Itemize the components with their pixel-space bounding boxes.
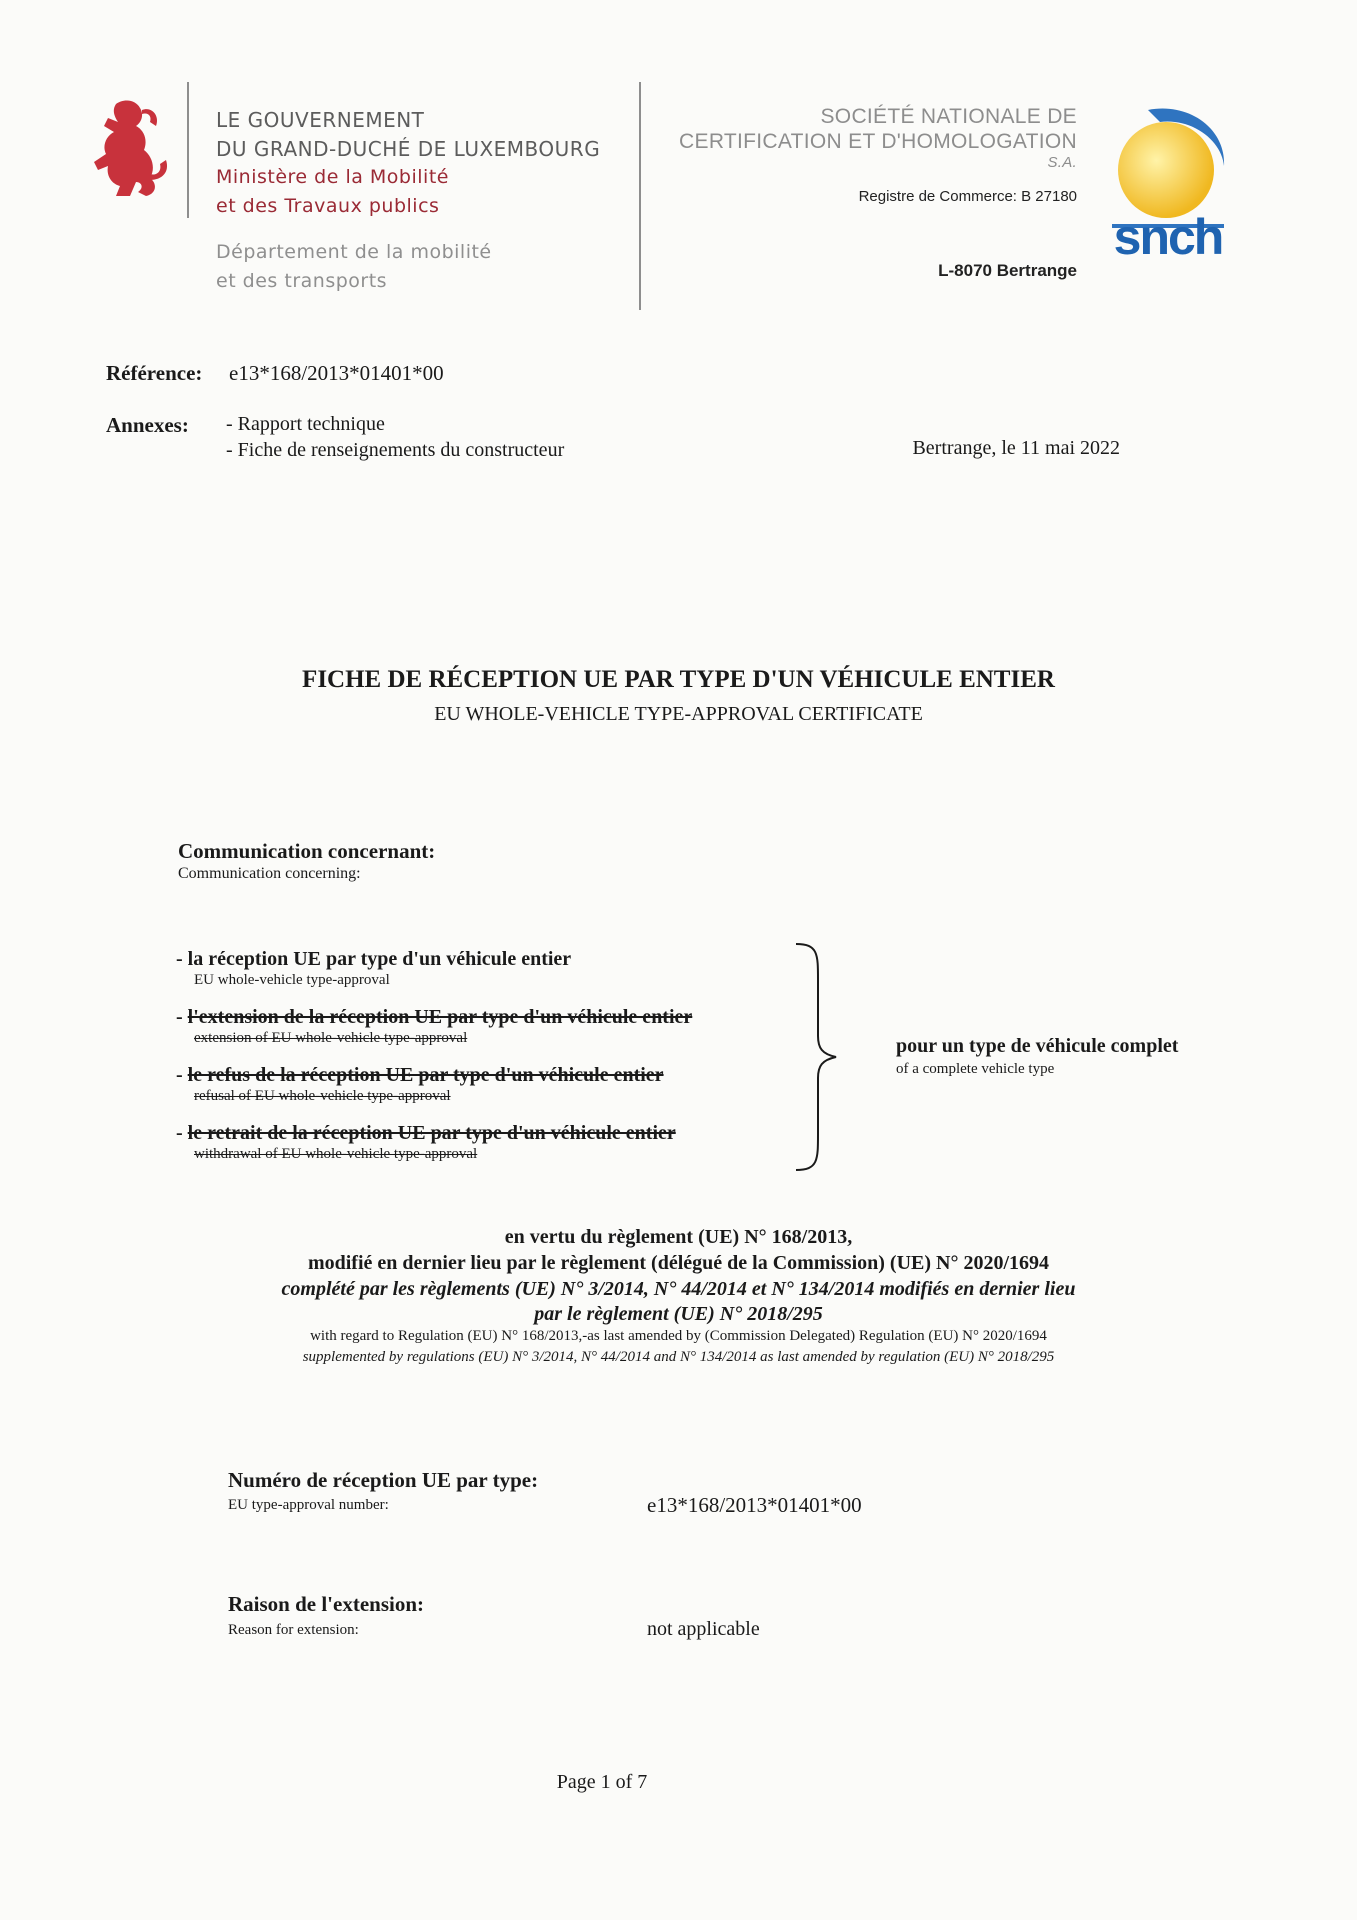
item-en: refusal of EU whole-vehicle type-approval bbox=[194, 1088, 451, 1104]
regulation-line-1: en vertu du règlement (UE) N° 168/2013, bbox=[504, 1226, 853, 1248]
gov-line-1: LE GOUVERNEMENT bbox=[216, 108, 425, 132]
communication-item bbox=[176, 1122, 676, 1163]
item-fr: le refus de la réception UE par type d'un véhicule entier bbox=[187, 1064, 664, 1086]
vehicle-type-target-fr: pour un type de véhicule complet bbox=[896, 1035, 1179, 1057]
reference-label: Référence: bbox=[106, 361, 203, 385]
item-en: EU whole-vehicle type-approval bbox=[194, 972, 390, 988]
item-en: extension of EU whole-vehicle type-approval bbox=[194, 1030, 468, 1046]
title-en: EU WHOLE-VEHICLE TYPE-APPROVAL CERTIFICATE bbox=[434, 703, 923, 725]
annex-1: - Rapport technique bbox=[226, 413, 385, 435]
snch-address: L-8070 Bertrange bbox=[938, 261, 1077, 280]
item-fr: le retrait de la réception UE par type d'un véhicule entier bbox=[187, 1122, 676, 1144]
item-dash: - bbox=[176, 1122, 183, 1144]
extension-label-fr: Raison de l'extension: bbox=[228, 1592, 425, 1616]
gov-line-2: DU GRAND-DUCHÉ DE LUXEMBOURG bbox=[216, 137, 601, 161]
page-number: Page 1 of 7 bbox=[556, 1771, 648, 1793]
registre-commerce: Registre de Commerce: B 27180 bbox=[858, 188, 1077, 205]
annex-2: - Fiche de renseignements du constructeur bbox=[226, 439, 565, 461]
dept-line-2: et des transports bbox=[216, 270, 388, 292]
regulation-en-2: supplemented by regulations (EU) N° 3/2014, N° 44/2014 and N° 134/2014 as last amended by regulation (EU) N° 2018/295 bbox=[302, 1349, 1055, 1365]
reference-value: e13*168/2013*01401*00 bbox=[229, 361, 444, 385]
extension-label-en: Reason for extension: bbox=[228, 1622, 359, 1638]
item-fr: l'extension de la réception UE par type d'un véhicule entier bbox=[187, 1006, 693, 1028]
title-fr: FICHE DE RÉCEPTION UE PAR TYPE D'UN VÉHICULE ENTIER bbox=[302, 666, 1055, 693]
regulation-block bbox=[0, 1224, 1357, 1368]
snch-sa: S.A. bbox=[1047, 154, 1077, 171]
communication-label-fr: Communication concernant: bbox=[178, 839, 436, 863]
regulation-line-4: par le règlement (UE) N° 2018/295 bbox=[534, 1303, 823, 1325]
snch-line-1: SOCIÉTÉ NATIONALE DE bbox=[820, 105, 1077, 128]
communication-item bbox=[176, 1064, 664, 1105]
approval-label-en: EU type-approval number: bbox=[228, 1497, 389, 1513]
communication-label-en: Communication concerning: bbox=[178, 865, 361, 882]
lion-crest-icon bbox=[86, 96, 174, 202]
regulation-line-3: complété par les règlements (UE) N° 3/2014, N° 44/2014 et N° 134/2014 modifiés en dernier lieu bbox=[281, 1278, 1076, 1300]
item-fr: la réception UE par type d'un véhicule entier bbox=[187, 948, 572, 970]
annexes-label: Annexes: bbox=[106, 413, 189, 437]
vehicle-type-target-en: of a complete vehicle type bbox=[896, 1061, 1055, 1077]
item-dash: - bbox=[176, 948, 183, 970]
item-dash: - bbox=[176, 1006, 183, 1028]
snch-logo-text: snch bbox=[1113, 209, 1223, 265]
curly-brace-icon bbox=[792, 940, 842, 1174]
ministry-line-2: et des Travaux publics bbox=[216, 195, 440, 217]
regulation-en-1: with regard to Regulation (EU) N° 168/2013,-as last amended by (Commission Delegated) Regulation (EU) N° 2020/1694 bbox=[310, 1328, 1047, 1344]
ministry-line-1: Ministère de la Mobilité bbox=[216, 166, 449, 188]
document-date: Bertrange, le 11 mai 2022 bbox=[912, 437, 1120, 459]
approval-number: e13*168/2013*01401*00 bbox=[647, 1493, 862, 1517]
approval-label-fr: Numéro de réception UE par type: bbox=[228, 1468, 539, 1492]
snch-line-2: CERTIFICATION ET D'HOMOLOGATION bbox=[679, 130, 1077, 153]
regulation-line-2: modifié en dernier lieu par le règlement (délégué de la Commission) (UE) N° 2020/1694 bbox=[307, 1252, 1050, 1274]
communication-item bbox=[176, 1006, 692, 1047]
item-en: withdrawal of EU whole-vehicle type-approval bbox=[194, 1146, 478, 1162]
communication-item bbox=[176, 948, 571, 989]
extension-value: not applicable bbox=[647, 1618, 760, 1640]
item-dash: - bbox=[176, 1064, 183, 1086]
dept-line-1: Département de la mobilité bbox=[216, 241, 492, 263]
